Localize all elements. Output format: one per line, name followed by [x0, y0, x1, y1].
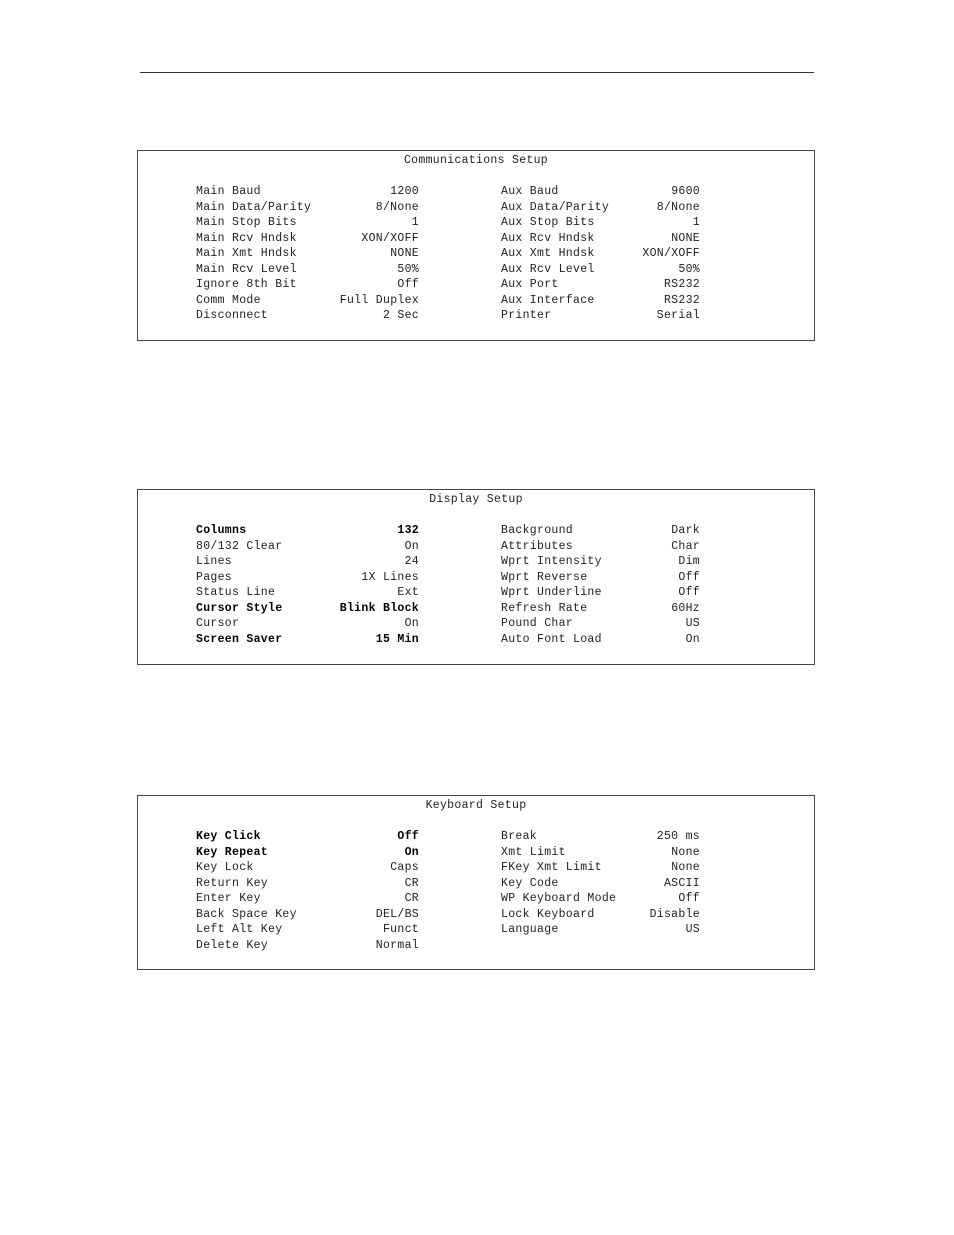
setting-value: On — [404, 617, 419, 630]
setting-row — [138, 846, 814, 862]
setting-value: 15 Min — [375, 632, 419, 646]
setting-value: Ext — [397, 586, 419, 599]
setting-value: 250 ms — [656, 830, 700, 843]
setting-value: Dark — [671, 524, 700, 537]
setting-label: Aux Data/Parity — [501, 200, 610, 214]
setting-label: Aux Rcv Level — [501, 262, 595, 276]
setting-label: Back Space Key — [196, 907, 297, 921]
setting-value: Dim — [678, 555, 700, 568]
setting-value: CR — [404, 876, 419, 890]
setting-row — [138, 540, 814, 556]
setting-label: Comm Mode — [196, 293, 261, 307]
setting-value: Full Duplex — [339, 293, 419, 307]
setting-value: Blink Block — [339, 601, 419, 615]
setting-label: Key Click — [196, 830, 261, 843]
setting-value: 50% — [678, 262, 700, 276]
setting-value: Serial — [656, 309, 700, 322]
setting-label: Xmt Limit — [501, 845, 566, 859]
setting-value: On — [404, 539, 419, 553]
setting-value: RS232 — [663, 293, 700, 307]
setting-label: Refresh Rate — [501, 601, 588, 615]
setting-label: Aux Port — [501, 278, 559, 291]
setting-value: 2 Sec — [382, 309, 419, 322]
setting-value: Caps — [390, 861, 419, 874]
setting-label: Delete Key — [196, 938, 269, 952]
setting-value: XON/XOFF — [642, 247, 700, 260]
setting-row — [138, 294, 814, 310]
setting-label: 80/132 Clear — [196, 539, 283, 553]
header-rule — [140, 72, 814, 73]
setting-row — [138, 877, 814, 893]
setting-value: 60Hz — [671, 601, 700, 615]
setting-row — [138, 617, 814, 633]
setting-label: Status Line — [196, 586, 276, 599]
setting-label: Aux Baud — [501, 185, 559, 198]
setting-label: Ignore 8th Bit — [196, 278, 297, 291]
setting-label: Aux Stop Bits — [501, 216, 595, 229]
setting-row — [138, 908, 814, 924]
setting-label: Printer — [501, 309, 552, 322]
setting-value: Off — [678, 586, 700, 599]
setting-value: 1 — [411, 216, 419, 229]
setting-label: Main Stop Bits — [196, 216, 297, 229]
setting-label: WP Keyboard Mode — [501, 892, 617, 905]
setting-value: Char — [671, 539, 700, 553]
setting-row — [138, 278, 814, 294]
setting-value: 9600 — [671, 185, 700, 198]
setting-label: Auto Font Load — [501, 632, 602, 646]
setting-value: Off — [678, 892, 700, 905]
setting-row — [138, 571, 814, 587]
setting-label: Wprt Intensity — [501, 555, 602, 568]
setting-label: Pages — [196, 570, 233, 584]
setting-row — [138, 232, 814, 248]
setting-label: Disconnect — [196, 309, 269, 322]
setting-label: Background — [501, 524, 574, 537]
setting-value: Funct — [382, 923, 419, 936]
setting-label: Wprt Reverse — [501, 570, 588, 584]
setting-value: None — [671, 845, 700, 859]
setting-row — [138, 830, 814, 846]
setting-row — [138, 939, 814, 955]
keyboard-setup-panel — [137, 795, 815, 970]
setting-label: Lines — [196, 555, 233, 568]
setting-label: Cursor Style — [196, 601, 283, 615]
setting-row — [138, 524, 814, 540]
setting-value: NONE — [671, 231, 700, 245]
setting-label: Main Rcv Level — [196, 262, 297, 276]
setting-value: CR — [404, 892, 419, 905]
setting-value: 1X Lines — [361, 570, 419, 584]
setting-value: US — [685, 617, 700, 630]
setting-value: None — [671, 861, 700, 874]
setting-value: XON/XOFF — [361, 231, 419, 245]
setting-value: Off — [397, 278, 419, 291]
setting-row — [138, 602, 814, 618]
setting-row — [138, 216, 814, 232]
setting-label: Key Lock — [196, 861, 254, 874]
setting-value: 1200 — [390, 185, 419, 198]
setting-value: 132 — [397, 524, 419, 537]
setting-label: Main Data/Parity — [196, 200, 312, 214]
panel-title: Display Setup — [429, 493, 523, 506]
setting-label: Main Xmt Hndsk — [196, 247, 297, 260]
setting-label: Cursor — [196, 617, 240, 630]
setting-value: RS232 — [663, 278, 700, 291]
setting-row — [138, 892, 814, 908]
setting-value: Disable — [649, 907, 700, 921]
setting-label: Wprt Underline — [501, 586, 602, 599]
setting-label: Left Alt Key — [196, 923, 283, 936]
setting-label: Return Key — [196, 876, 269, 890]
setting-label: Pound Char — [501, 617, 574, 630]
setting-value: On — [404, 845, 419, 859]
setting-row — [138, 555, 814, 571]
setting-label: Language — [501, 923, 559, 936]
panel-title: Communications Setup — [403, 154, 549, 167]
display-setup-panel — [137, 489, 815, 665]
setting-value: Normal — [375, 938, 419, 952]
setting-label: Screen Saver — [196, 632, 283, 646]
setting-label: Columns — [196, 524, 247, 537]
setting-label: Key Code — [501, 876, 559, 890]
setting-value: NONE — [390, 247, 419, 260]
setting-label: Key Repeat — [196, 845, 269, 859]
setting-value: 24 — [404, 555, 419, 568]
setting-value: Off — [397, 830, 419, 843]
setting-row — [138, 247, 814, 263]
setting-value: Off — [678, 570, 700, 584]
setting-label: Enter Key — [196, 892, 261, 905]
setting-row — [138, 633, 814, 649]
setting-label: Main Baud — [196, 185, 261, 198]
setting-label: FKey Xmt Limit — [501, 861, 602, 874]
setting-value: 1 — [692, 216, 700, 229]
panel-title: Keyboard Setup — [425, 799, 527, 812]
setting-value: US — [685, 923, 700, 936]
setting-label: Aux Xmt Hndsk — [501, 247, 595, 260]
setting-row — [138, 263, 814, 279]
setting-row — [138, 861, 814, 877]
setting-label: Aux Interface — [501, 293, 595, 307]
setting-row — [138, 185, 814, 201]
setting-label: Lock Keyboard — [501, 907, 595, 921]
setting-value: 50% — [397, 262, 419, 276]
setting-value: 8/None — [656, 200, 700, 214]
setting-row — [138, 201, 814, 217]
setting-row — [138, 586, 814, 602]
communications-setup-panel — [137, 150, 815, 341]
setting-label: Aux Rcv Hndsk — [501, 231, 595, 245]
setting-value: ASCII — [663, 876, 700, 890]
setting-label: Break — [501, 830, 538, 843]
setting-label: Attributes — [501, 539, 574, 553]
setting-value: On — [685, 632, 700, 646]
setting-row — [138, 309, 814, 325]
setting-row — [138, 923, 814, 939]
setting-value: 8/None — [375, 200, 419, 214]
setting-label: Main Rcv Hndsk — [196, 231, 297, 245]
setting-value: DEL/BS — [375, 907, 419, 921]
